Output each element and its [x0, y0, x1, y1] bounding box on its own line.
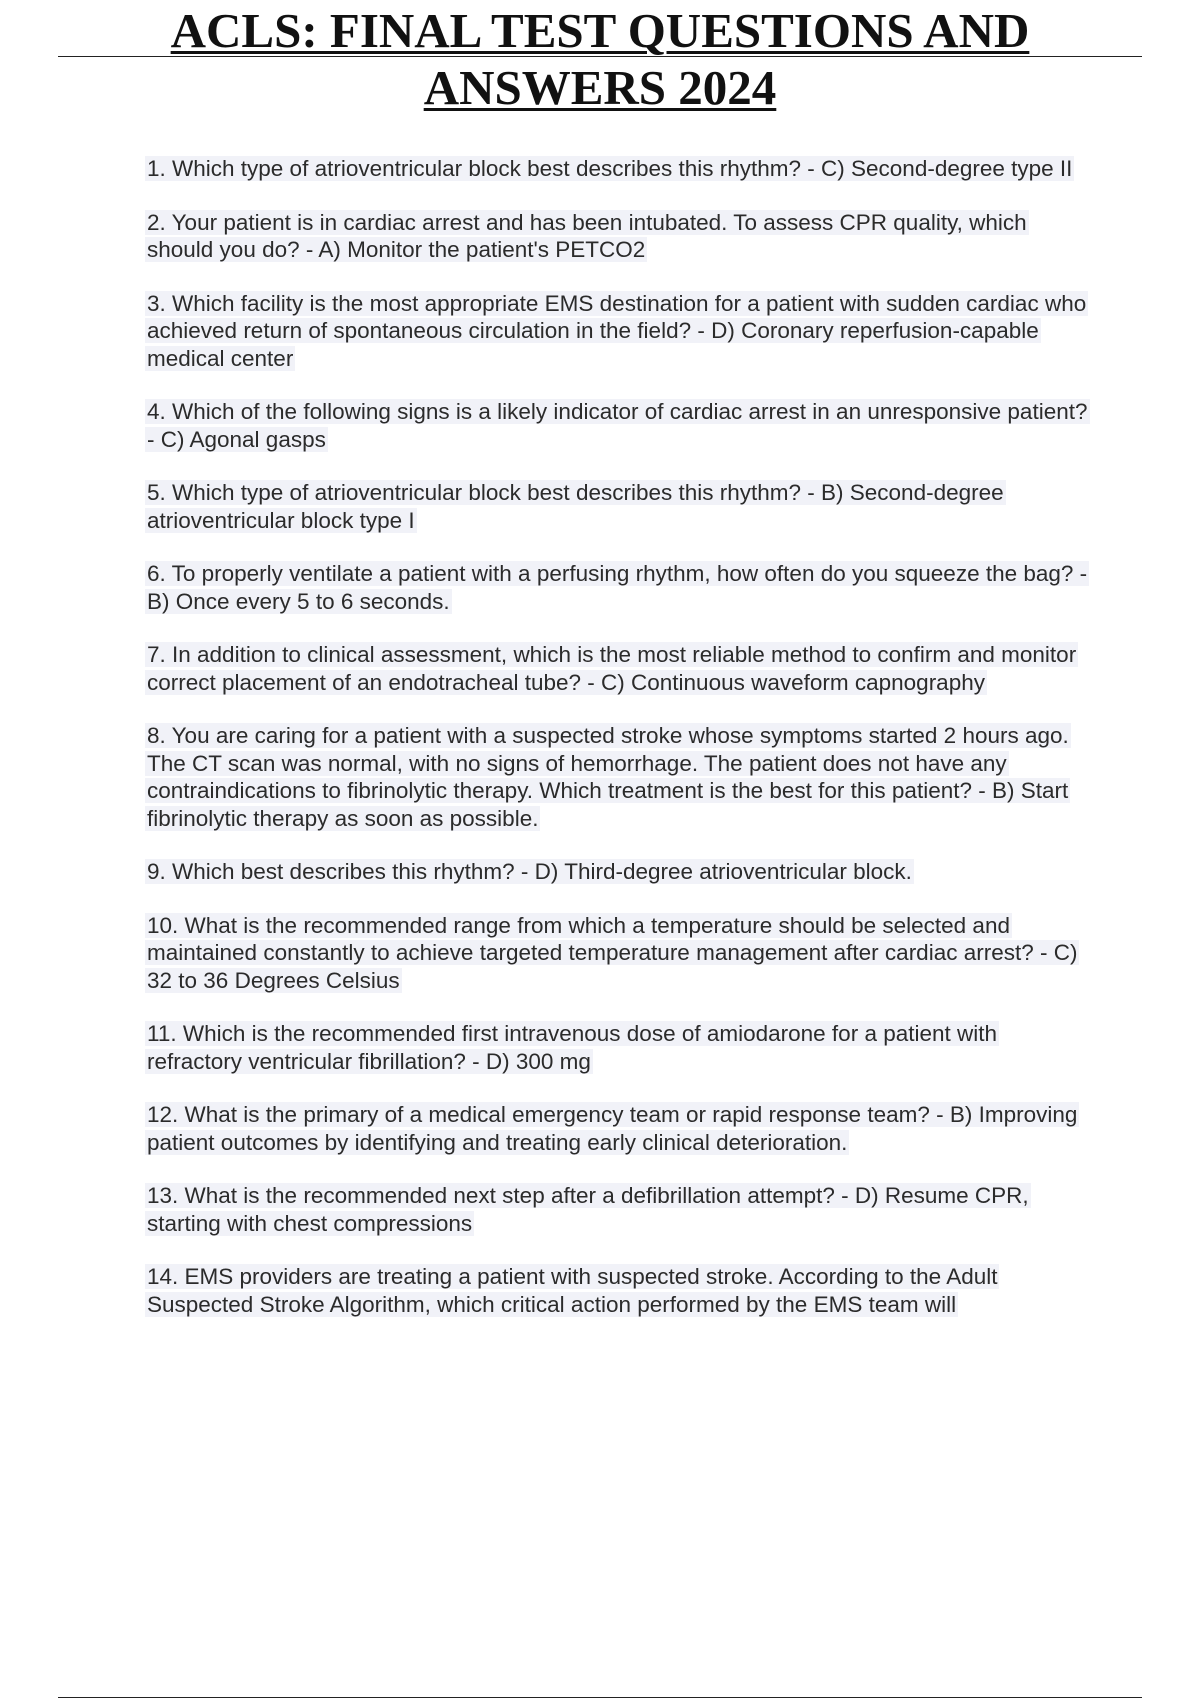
question-item-3 [145, 290, 1095, 373]
question-item-11 [145, 1020, 1095, 1075]
question-text: 11. Which is the recommended first intravenous dose of amiodarone for a patient with refractory ventricular fibrillation? - D) 300 mg [147, 1021, 998, 1074]
question-text: 1. Which type of atrioventricular block best describes this rhythm? - C) Second-degree type II [147, 156, 1073, 181]
question-text: 3. Which facility is the most appropriate EMS destination for a patient with sudden cardiac who achieved return of spontaneous circulation in the field? - D) Coronary reperfusion-capable medical center [147, 290, 1087, 371]
question-item-12 [145, 1101, 1095, 1156]
question-text: 14. EMS providers are treating a patient with suspected stroke. According to the Adult Suspected Stroke Algorithm, which critical action performed by the EMS team will [147, 1264, 998, 1317]
question-text: 2. Your patient is in cardiac arrest and has been intubated. To assess CPR quality, which should you do? - A) Monitor the patient's PETCO2 [147, 209, 1027, 262]
question-item-2 [145, 209, 1095, 264]
question-item-7 [145, 641, 1095, 696]
question-text: 7. In addition to clinical assessment, which is the most reliable method to confirm and monitor correct placement of an endotracheal tube? - C) Continuous waveform capnography [147, 642, 1077, 695]
question-item-5 [145, 479, 1095, 534]
question-item-14 [145, 1263, 1095, 1318]
question-item-10 [145, 912, 1095, 995]
page-title [0, 2, 1200, 116]
question-item-13 [145, 1182, 1095, 1237]
question-text: 10. What is the recommended range from which a temperature should be selected and maintained constantly to achieve targeted temperature management after cardiac arrest? - C) 32 to 36 Degrees Celsius [147, 912, 1078, 993]
question-list [145, 155, 1095, 1344]
footer-divider [58, 1697, 1142, 1698]
question-text: 13. What is the recommended next step after a defibrillation attempt? - D) Resume CPR, starting with chest compressions [147, 1183, 1029, 1236]
question-item-1 [145, 155, 1095, 183]
question-text: 12. What is the primary of a medical emergency team or rapid response team? - B) Improving patient outcomes by identifying and treating early clinical deterioration. [147, 1102, 1078, 1155]
question-item-9 [145, 858, 1095, 886]
question-text: 4. Which of the following signs is a likely indicator of cardiac arrest in an unresponsive patient? - C) Agonal gasps [147, 399, 1088, 452]
question-text: 9. Which best describes this rhythm? - D) Third-degree atrioventricular block. [147, 859, 912, 884]
title-line-2: ANSWERS 2024 [423, 60, 777, 115]
question-item-8 [145, 722, 1095, 832]
title-line-1: ACLS: FINAL TEST QUESTIONS AND [170, 3, 1030, 58]
question-item-4 [145, 398, 1095, 453]
question-text: 8. You are caring for a patient with a suspected stroke whose symptoms started 2 hours ago. The CT scan was normal, with no signs of hemorrhage. The patient does not have any contraindications to fibrinolytic therapy. Which treatment is the best for this patient? - B) Start fibrinolytic therapy as soon as possible. [147, 723, 1069, 831]
question-text: 5. Which type of atrioventricular block best describes this rhythm? - B) Second-degree atrioventricular block type I [147, 480, 1004, 533]
header-divider [58, 56, 1142, 57]
question-item-6 [145, 560, 1095, 615]
question-text: 6. To properly ventilate a patient with a perfusing rhythm, how often do you squeeze the bag? - B) Once every 5 to 6 seconds. [147, 561, 1088, 614]
